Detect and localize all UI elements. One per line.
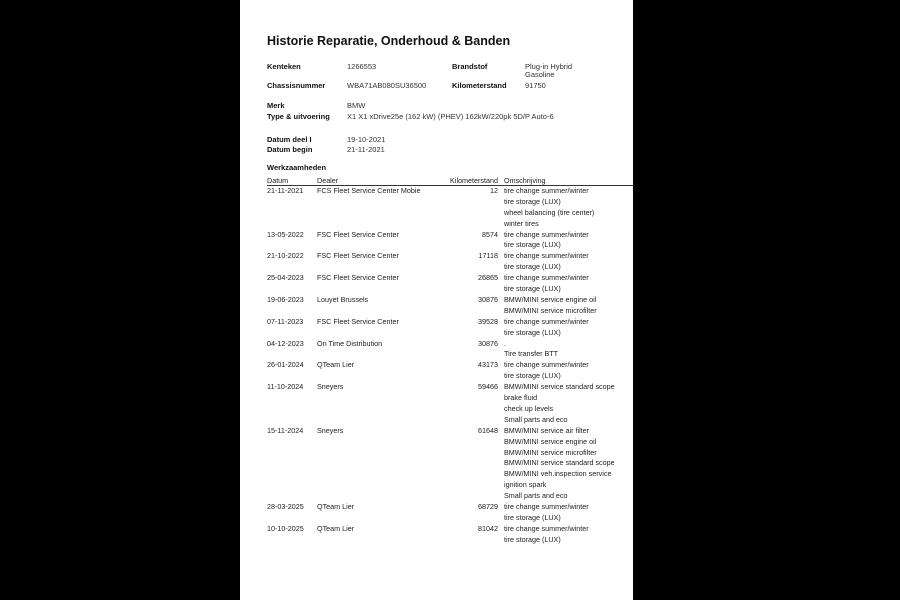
header-datum: Datum (267, 176, 289, 185)
omschrijving-line: tire change summer/winter (504, 186, 589, 195)
row-date: 15-11-2024 (267, 425, 304, 435)
table-row (240, 186, 633, 230)
omschrijving-line: BMW/MINI service engine oil (504, 295, 597, 304)
row-date: 04-12-2023 (267, 338, 304, 348)
row-kilometerstand: 81042 (478, 523, 498, 533)
row-omschrijving (504, 317, 589, 339)
omschrijving-line: check up levels (504, 403, 554, 413)
row-dealer: FCS Fleet Service Center Mobie (317, 186, 421, 195)
row-kilometerstand: 68729 (478, 502, 498, 512)
row-kilometerstand: 59466 (478, 382, 498, 392)
row-dealer: Sneyers (317, 382, 344, 392)
row-dealer: QTeam Lier (317, 523, 355, 533)
omschrijving-line: Small parts and eco (504, 491, 568, 501)
kilometerstand-value: 91750 (525, 81, 546, 90)
datum-begin-value: 21-11-2021 (347, 145, 385, 154)
omschrijving-line: BMW/MINI service engine oil (504, 436, 597, 446)
omschrijving-line: tire storage (LUX) (504, 371, 561, 381)
row-date: 26-01-2024 (267, 360, 304, 370)
omschrijving-line: tire change summer/winter (504, 251, 589, 261)
omschrijving-line: tire storage (LUX) (504, 240, 561, 250)
row-kilometerstand: 26865 (478, 273, 498, 283)
row-kilometerstand: 17118 (478, 251, 498, 261)
row-kilometerstand: 8574 (482, 229, 498, 239)
header-dealer: Dealer (317, 176, 339, 185)
table-row (240, 295, 633, 317)
kenteken-label: Kenteken (267, 62, 301, 71)
document-title: Historie Reparatie, Onderhoud & Banden (267, 34, 511, 48)
row-kilometerstand: 39528 (478, 316, 498, 326)
row-dealer: QTeam Lier (317, 502, 355, 512)
omschrijving-line: Small parts and eco (504, 414, 568, 424)
omschrijving-line: ignition spark (504, 480, 547, 490)
row-date: 21-10-2022 (267, 251, 304, 261)
row-omschrijving (504, 295, 597, 317)
row-dealer: FSC Fleet Service Center (317, 229, 399, 239)
omschrijving-line: tire change summer/winter (504, 229, 589, 239)
table-row (240, 382, 633, 426)
row-omschrijving (504, 524, 589, 546)
kilometerstand-label: Kilometerstand (452, 81, 507, 90)
brandstof-label: Brandstof (452, 62, 488, 71)
omschrijving-line: tire storage (LUX) (504, 284, 561, 294)
row-omschrijving (504, 251, 589, 273)
row-omschrijving (504, 426, 615, 502)
table-row (240, 251, 633, 273)
omschrijving-line: brake fluid (504, 393, 538, 403)
omschrijving-line: tire change summer/winter (504, 273, 589, 283)
row-kilometerstand: 30876 (478, 338, 498, 348)
row-omschrijving (504, 273, 589, 295)
type-label: Type & uitvoering (267, 112, 330, 121)
table-row (240, 524, 633, 546)
document-page (240, 0, 633, 600)
row-omschrijving (504, 360, 589, 382)
row-omschrijving (504, 502, 589, 524)
table-row (240, 360, 633, 382)
row-omschrijving (504, 230, 589, 252)
omschrijving-line: tire storage (LUX) (504, 512, 561, 522)
omschrijving-line: tire change summer/winter (504, 523, 589, 533)
table-row (240, 339, 633, 361)
table-row (240, 230, 633, 252)
omschrijving-line: BMW/MINI service standard scope (504, 458, 615, 468)
merk-label: Merk (267, 101, 285, 110)
row-date: 28-03-2025 (267, 502, 304, 512)
table-row (240, 317, 633, 339)
omschrijving-line: BMW/MINI service microfilter (504, 305, 597, 315)
omschrijving-line: winter tires (504, 218, 539, 228)
brandstof-value-1: Plug-in Hybrid (525, 62, 573, 71)
omschrijving-line: tire storage (LUX) (504, 534, 561, 544)
row-date: 19-06-2023 (267, 295, 304, 304)
omschrijving-line: Tire transfer BTT (504, 349, 559, 359)
omschrijving-line: tire storage (LUX) (504, 262, 561, 272)
omschrijving-line: tire storage (LUX) (504, 196, 561, 206)
row-date: 10-10-2025 (267, 523, 304, 533)
datum-deel-value: 19-10-2021 (347, 135, 386, 144)
omschrijving-line: . (504, 338, 506, 348)
omschrijving-line: BMW/MINI service air filter (504, 425, 590, 435)
section-title: Werkzaamheden (267, 163, 327, 172)
row-kilometerstand: 61648 (478, 425, 498, 435)
type-value: X1 X1 xDrive25e (162 kW) (PHEV) 162kW/220pk 5D/P Auto-6 (347, 112, 554, 121)
row-kilometerstand: 43173 (478, 360, 498, 370)
row-date: 11-10-2024 (267, 382, 304, 392)
brandstof-value-2: Gasoline (525, 70, 555, 79)
omschrijving-line: tire storage (LUX) (504, 327, 561, 337)
omschrijving-line: wheel balancing (tire center) (504, 207, 595, 217)
header-omschrijving: Omschrijving (504, 176, 546, 185)
table-row (240, 273, 633, 295)
row-date: 13-05-2022 (267, 229, 304, 239)
row-dealer: On Time Distribution (317, 338, 383, 348)
row-kilometerstand: 30876 (478, 295, 498, 304)
row-date: 25-04-2023 (267, 273, 304, 283)
omschrijving-line: BMW/MINI service standard scope (504, 382, 615, 392)
row-date: 21-11-2021 (267, 186, 304, 195)
datum-begin-label: Datum begin (267, 145, 313, 154)
omschrijving-line: BMW/MINI veh.inspection service (504, 469, 612, 479)
omschrijving-line: BMW/MINI service microfilter (504, 447, 597, 457)
row-omschrijving (504, 186, 594, 230)
row-kilometerstand: 12 (490, 186, 498, 195)
row-dealer: QTeam Lier (317, 360, 355, 370)
table-row (240, 502, 633, 524)
row-dealer: FSC Fleet Service Center (317, 316, 399, 326)
row-dealer: FSC Fleet Service Center (317, 251, 399, 261)
row-dealer: Louyet Brussels (317, 295, 369, 304)
chassis-label: Chassisnummer (267, 81, 326, 90)
header-kilometerstand: Kilometerstand (450, 176, 498, 185)
row-dealer: Sneyers (317, 425, 344, 435)
row-omschrijving (504, 382, 615, 426)
omschrijving-line: tire change summer/winter (504, 360, 589, 370)
chassis-value: WBA71AB080SU36500 (347, 81, 427, 90)
row-omschrijving (504, 339, 558, 361)
row-dealer: FSC Fleet Service Center (317, 273, 399, 283)
omschrijving-line: tire change summer/winter (504, 316, 589, 326)
row-date: 07-11-2023 (267, 316, 304, 326)
merk-value: BMW (347, 101, 366, 110)
omschrijving-line: tire change summer/winter (504, 502, 589, 512)
kenteken-value: 1266553 (347, 62, 377, 71)
datum-deel-label: Datum deel I (267, 135, 312, 144)
table-row (240, 426, 633, 502)
